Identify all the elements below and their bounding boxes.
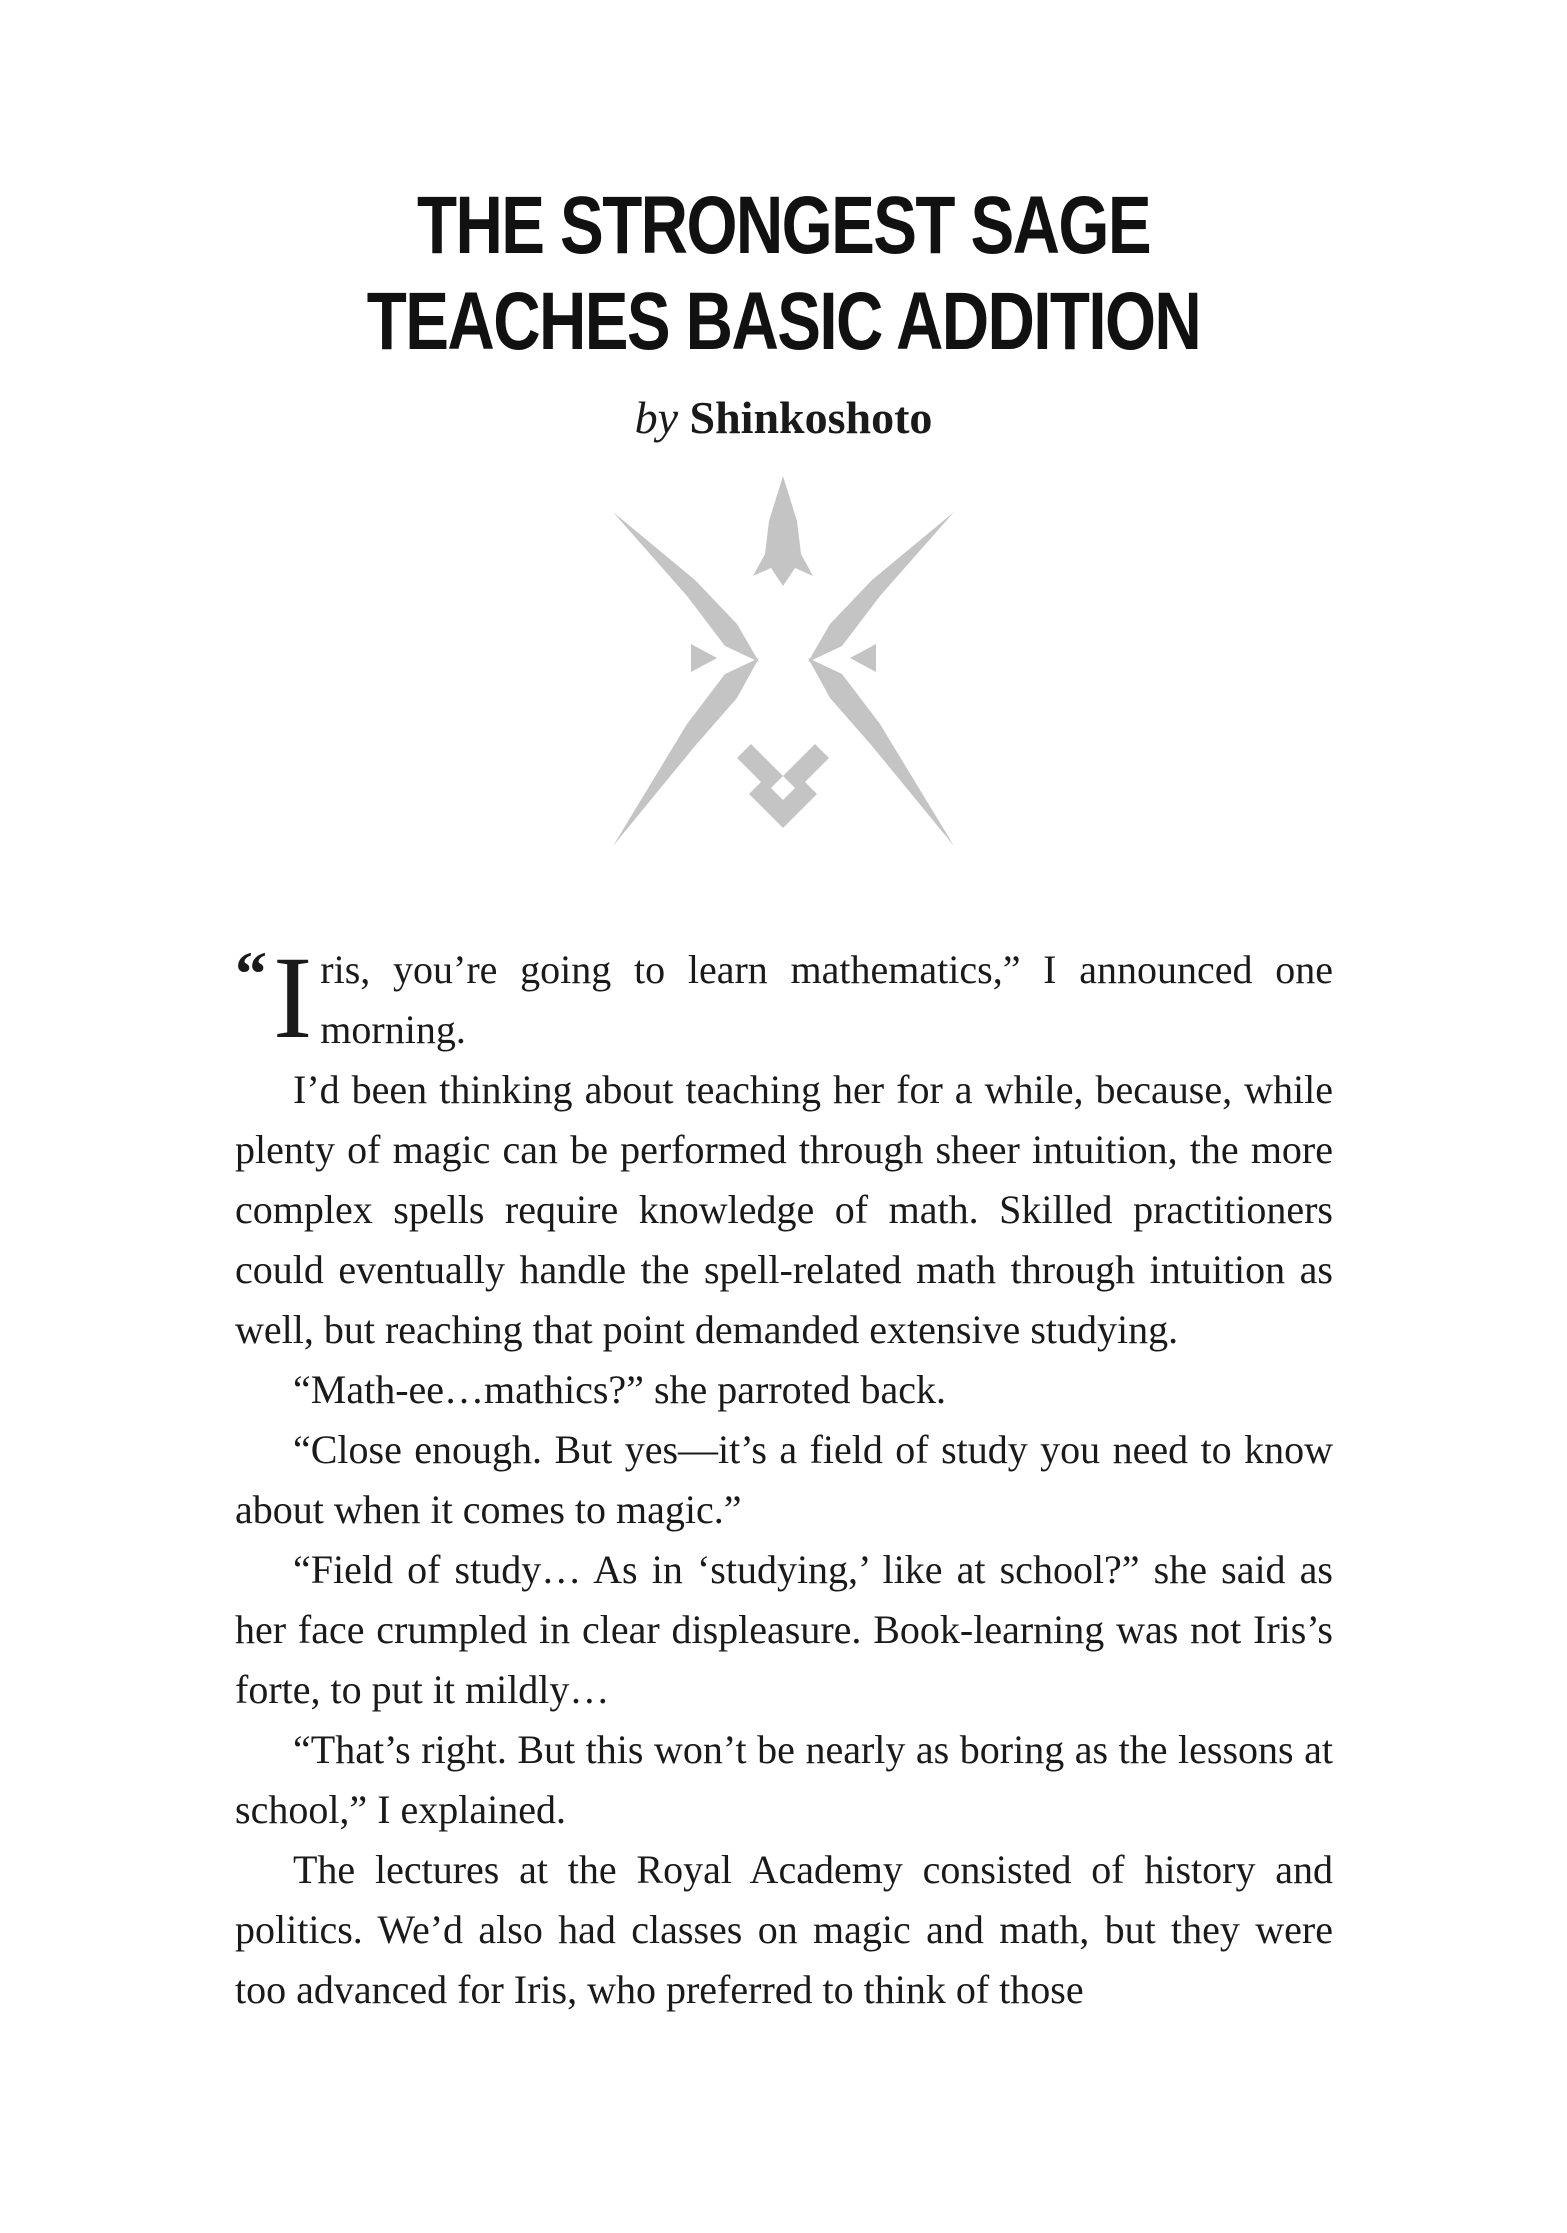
drop-cap-letter: I bbox=[273, 932, 313, 1063]
paragraph: I’d been thinking about teaching her for a while, because, while plenty of magic can be performed through sheer intuition, the more complex spells require knowledge of math. Skilled practitioners could eventually handle the spell-related math through intuition as well, but reaching that point demanded extensive studying. bbox=[235, 1067, 1333, 1352]
story-text bbox=[235, 932, 1333, 2020]
compass-star-emblem-icon bbox=[613, 476, 954, 846]
byline-by: by bbox=[634, 392, 678, 443]
chapter-title bbox=[0, 178, 1567, 370]
byline bbox=[0, 388, 1567, 448]
paragraph: The lectures at the Royal Academy consisted of history and politics. We’d also had classes on magic and math, but they were too advanced for Iris, who preferred to think of those bbox=[235, 1847, 1333, 2012]
chapter-title-line-2: TEACHES BASIC ADDITION bbox=[366, 276, 1201, 367]
author-name: Shinkoshoto bbox=[689, 392, 933, 443]
opening-paragraph bbox=[235, 932, 1333, 1063]
paragraph: “Field of study… As in ‘studying,’ like at school?” she said as her face crumpled in clear displeasure. Book-learning was not Iris’s forte, to put it mildly… bbox=[235, 1547, 1333, 1712]
opening-quote-mark: “ bbox=[235, 938, 267, 1009]
chapter-title-line-1: THE STRONGEST SAGE bbox=[417, 180, 1150, 271]
paragraph: “Math-ee…mathics?” she parroted back. bbox=[293, 1367, 947, 1412]
paragraph: “That’s right. But this won’t be nearly as boring as the lessons at school,” I explained. bbox=[235, 1727, 1333, 1832]
opening-paragraph-text: ris, you’re going to learn mathematics,” I announced one morning. bbox=[320, 947, 1333, 1052]
paragraph: “Close enough. But yes—it’s a field of study you need to know about when it comes to magic.” bbox=[235, 1427, 1333, 1532]
